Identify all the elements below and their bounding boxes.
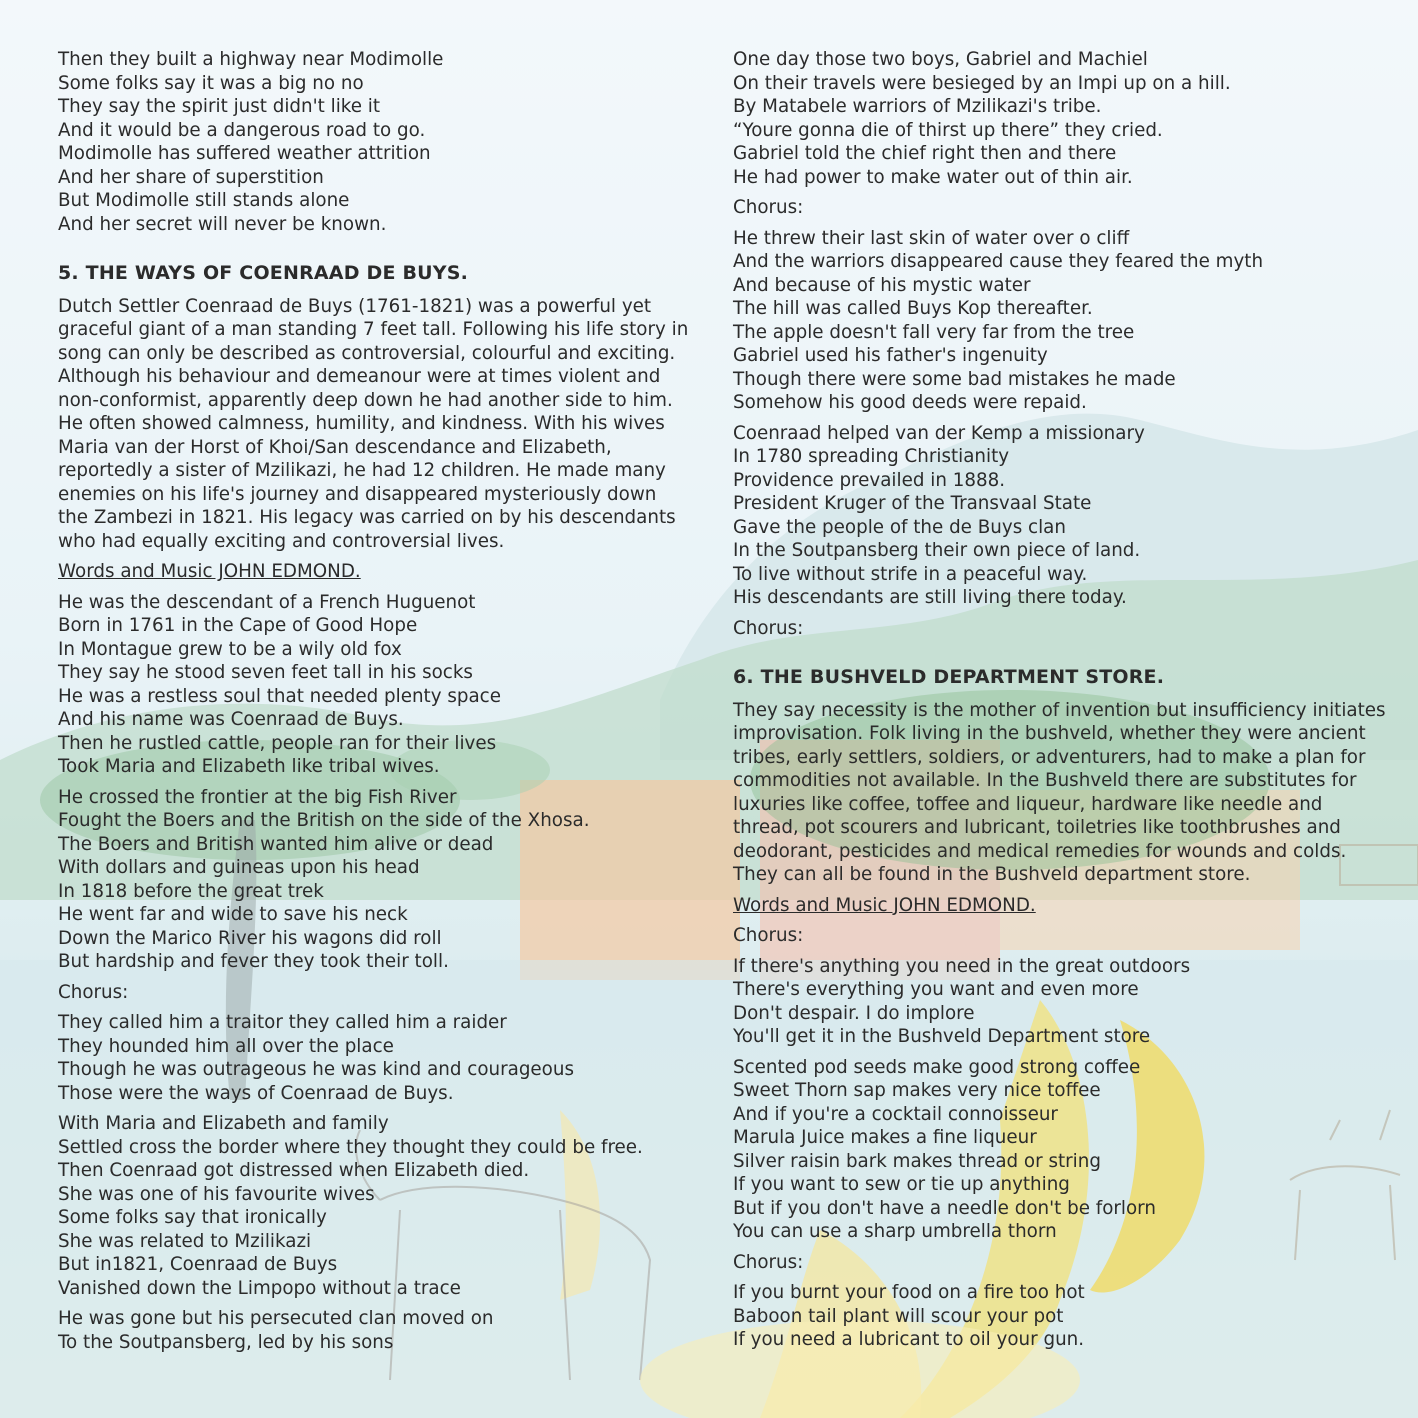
lyric-line: Modimolle has suffered weather attrition [58, 143, 431, 164]
lyric-line: Coenraad helped van der Kemp a missionary [733, 422, 1145, 444]
lyric-line: And the warriors disappeared cause they feared the myth [733, 251, 1264, 272]
chorus-label: Chorus: [733, 925, 804, 946]
intro-line: He often showed calmness, humility, and kindness. With his wives [58, 413, 665, 434]
lyric-line: Some folks say it was a big no no [58, 72, 364, 94]
lyric-line: To live without strife in a peaceful way. [733, 563, 1088, 585]
intro-line: Dutch Settler Coenraad de Buys (1761-1821) was a powerful yet [58, 295, 652, 317]
lyric-line: Then he rustled cattle, people ran for their lives [58, 732, 497, 754]
lyric-line: Down the Marico River his wagons did roll [58, 927, 442, 949]
lyric-line: You'll get it in the Bushveld Department store [733, 1026, 1151, 1047]
verse-1 [58, 591, 698, 779]
chorus-label: Chorus: [733, 197, 804, 218]
intro-line: song can only be described as controversial, colourful and exciting. [58, 342, 676, 364]
lyric-line: And it would be a dangerous road to go. [58, 119, 426, 141]
verse-8 [733, 1056, 1373, 1244]
left-column [58, 48, 698, 1361]
intro-line: the Zambezi in 1821. His legacy was carried on by his descendants [58, 507, 676, 528]
intro-line: reportedly a sister of Mzilikazi, he had 12 children. He made many [58, 460, 666, 481]
lyric-line: You can use a sharp umbrella thorn [733, 1221, 1057, 1242]
lyric-line: The apple doesn't fall very far from the tree [733, 321, 1135, 343]
modimolle-final-verse [58, 48, 698, 236]
lyric-line: They hounded him all over the place [58, 1035, 394, 1057]
intro-line: They say necessity is the mother of invention but insufficiency initiates [733, 699, 1386, 721]
verse-5 [733, 48, 1373, 189]
lyric-line: He was gone but his persecuted clan moved on [58, 1308, 494, 1329]
lyric-line: Providence prevailed in 1888. [733, 469, 1006, 491]
lyric-line: Don't despair. I do implore [733, 1002, 975, 1024]
lyric-line: Took Maria and Elizabeth like tribal wives. [58, 756, 440, 777]
lyric-line: She was one of his favourite wives [58, 1183, 375, 1205]
lyric-line: He was a restless soul that needed plenty space [58, 685, 501, 707]
lyric-line: She was related to Mzilikazi [58, 1230, 312, 1252]
lyric-line: In 1818 before the great trek [58, 880, 324, 902]
intro-line: who had equally exciting and controversial lives. [58, 530, 505, 552]
lyric-line: By Matabele warriors of Mzilikazi's tribe. [733, 96, 1102, 117]
lyric-line: And because of his mystic water [733, 274, 1031, 296]
lyric-line: The hill was called Buys Kop thereafter. [733, 298, 1093, 319]
lyric-line: He went far and wide to save his neck [58, 904, 408, 925]
lyric-line: If there's anything you need in the great outdoors [733, 955, 1191, 977]
chorus [58, 1011, 698, 1105]
lyric-line: With Maria and Elizabeth and family [58, 1113, 389, 1134]
lyric-line: If you burnt your food on a fire too hot [733, 1282, 1085, 1303]
lyric-line: And his name was Coenraad de Buys. [58, 709, 404, 730]
verse-2 [58, 786, 698, 974]
lyric-line: He had power to make water out of thin air. [733, 166, 1133, 188]
verse-6 [733, 227, 1373, 415]
lyric-line: Somehow his good deeds were repaid. [733, 392, 1087, 413]
lyric-line: He threw their last skin of water over o cliff [733, 227, 1130, 249]
lyric-line: Settled cross the border where they thought they could be free. [58, 1136, 643, 1158]
intro-line: Although his behaviour and demeanour were at times violent and [58, 366, 661, 387]
lyric-line: But hardship and fever they took their toll. [58, 951, 449, 972]
verse-4 [58, 1307, 698, 1354]
intro-line: non-conformist, apparently deep down he had another side to him. [58, 389, 673, 411]
lyric-line: If you need a lubricant to oil your gun. [733, 1329, 1085, 1350]
lyric-line: Vanished down the Limpopo without a trace [58, 1277, 461, 1299]
lyric-line: In 1780 spreading Christianity [733, 446, 1010, 467]
chorus-6 [733, 955, 1373, 1049]
lyric-line: Gabriel told the chief right then and there [733, 143, 1117, 164]
lyric-line: Then they built a highway near Modimolle [58, 49, 444, 70]
lyric-line: Fought the Boers and the British on the side of the Xhosa. [58, 810, 590, 831]
intro-line: Maria van der Horst of Khoi/San descendance and Elizabeth, [58, 436, 612, 458]
lyric-line: On their travels were besieged by an Impi up on a hill. [733, 72, 1231, 94]
lyric-line: And if you're a cocktail connoisseur [733, 1103, 1058, 1125]
lyric-line: In the Soutpansberg their own piece of land. [733, 540, 1141, 561]
song-5-intro [58, 295, 698, 554]
lyric-line: Gave the people of the de Buys clan [733, 516, 1066, 538]
verse-9 [733, 1281, 1373, 1352]
lyric-line: Born in 1761 in the Cape of Good Hope [58, 615, 418, 636]
intro-line: commodities not available. In the Bushveld there are substitutes for [733, 770, 1357, 791]
lyric-line: If you want to sew or tie up anything [733, 1174, 1070, 1195]
lyric-line: Those were the ways of Coenraad de Buys. [58, 1082, 454, 1104]
chorus-label: Chorus: [58, 981, 129, 1003]
lyric-line: Baboon tail plant will scour your pot [733, 1305, 1064, 1327]
lyric-line: Marula Juice makes a fine liqueur [733, 1127, 1037, 1148]
intro-line: enemies on his life's journey and disappeared mysteriously down [58, 483, 657, 505]
lyric-line: They say he stood seven feet tall in his socks [58, 662, 473, 683]
lyric-line: President Kruger of the Transvaal State [733, 493, 1092, 514]
lyric-line: One day those two boys, Gabriel and Machiel [733, 49, 1148, 70]
song-5-credit: Words and Music JOHN EDMOND. [58, 561, 361, 582]
lyric-line: They called him a traitor they called him a raider [58, 1012, 507, 1033]
lyric-line: Though he was outrageous he was kind and courageous [58, 1059, 574, 1080]
lyric-line: But Modimolle still stands alone [58, 190, 350, 211]
lyric-line: In Montague grew to be a wily old fox [58, 638, 402, 660]
song-6-credit: Words and Music JOHN EDMOND. [733, 894, 1036, 916]
lyric-line: He crossed the frontier at the big Fish River [58, 786, 457, 808]
lyric-line: He was the descendant of a French Huguenot [58, 591, 476, 613]
chorus-label: Chorus: [733, 617, 804, 639]
song-5-title: 5. THE WAYS OF COENRAAD DE BUYS. [58, 262, 469, 284]
lyric-line: Gabriel used his father's ingenuity [733, 345, 1048, 366]
lyric-line: Sweet Thorn sap makes very nice toffee [733, 1080, 1101, 1101]
lyric-line: Some folks say that ironically [58, 1207, 327, 1228]
intro-line: graceful giant of a man standing 7 feet tall. Following his life story in [58, 319, 689, 340]
lyric-line: But in1821, Coenraad de Buys [58, 1254, 338, 1275]
lyric-line: And her secret will never be known. [58, 213, 387, 235]
lyric-line: Silver raisin bark makes thread or string [733, 1150, 1101, 1172]
intro-line: tribes, early settlers, soldiers, or adventurers, had to make a plan for [733, 746, 1366, 768]
song-6-intro [733, 699, 1386, 887]
lyric-line: There's everything you want and even more [733, 979, 1139, 1000]
lyric-line: They say the spirit just didn't like it [58, 96, 381, 117]
lyric-line: To the Soutpansberg, led by his sons [58, 1331, 394, 1353]
lyric-line: The Boers and British wanted him alive or dead [58, 833, 494, 855]
lyric-line: Though there were some bad mistakes he made [733, 368, 1176, 390]
lyric-line: But if you don't have a needle don't be forlorn [733, 1197, 1156, 1219]
intro-line: improvisation. Folk living in the bushveld, whether they were ancient [733, 723, 1366, 744]
lyric-line: “Youre gonna die of thirst up there” they cried. [733, 119, 1163, 141]
lyric-line: Scented pod seeds make good strong coffee [733, 1056, 1141, 1078]
verse-7 [733, 422, 1373, 610]
lyric-line: Then Coenraad got distressed when Elizabeth died. [58, 1160, 530, 1181]
lyric-line: And her share of superstition [58, 166, 324, 188]
intro-line: deodorant, pesticides and medical remedies for wounds and colds. [733, 840, 1347, 862]
song-6-title: 6. THE BUSHVELD DEPARTMENT STORE. [733, 666, 1165, 688]
intro-line: luxuries like coffee, toffee and liqueur, hardware like needle and [733, 793, 1323, 815]
intro-line: They can all be found in the Bushveld department store. [733, 864, 1251, 885]
lyric-line: His descendants are still living there today. [733, 587, 1127, 608]
right-column [733, 48, 1386, 1359]
intro-line: thread, pot scourers and lubricant, toiletries like toothbrushes and [733, 817, 1341, 838]
chorus-label: Chorus: [733, 1251, 804, 1273]
lyric-line: With dollars and guineas upon his head [58, 857, 420, 878]
verse-3 [58, 1112, 698, 1300]
